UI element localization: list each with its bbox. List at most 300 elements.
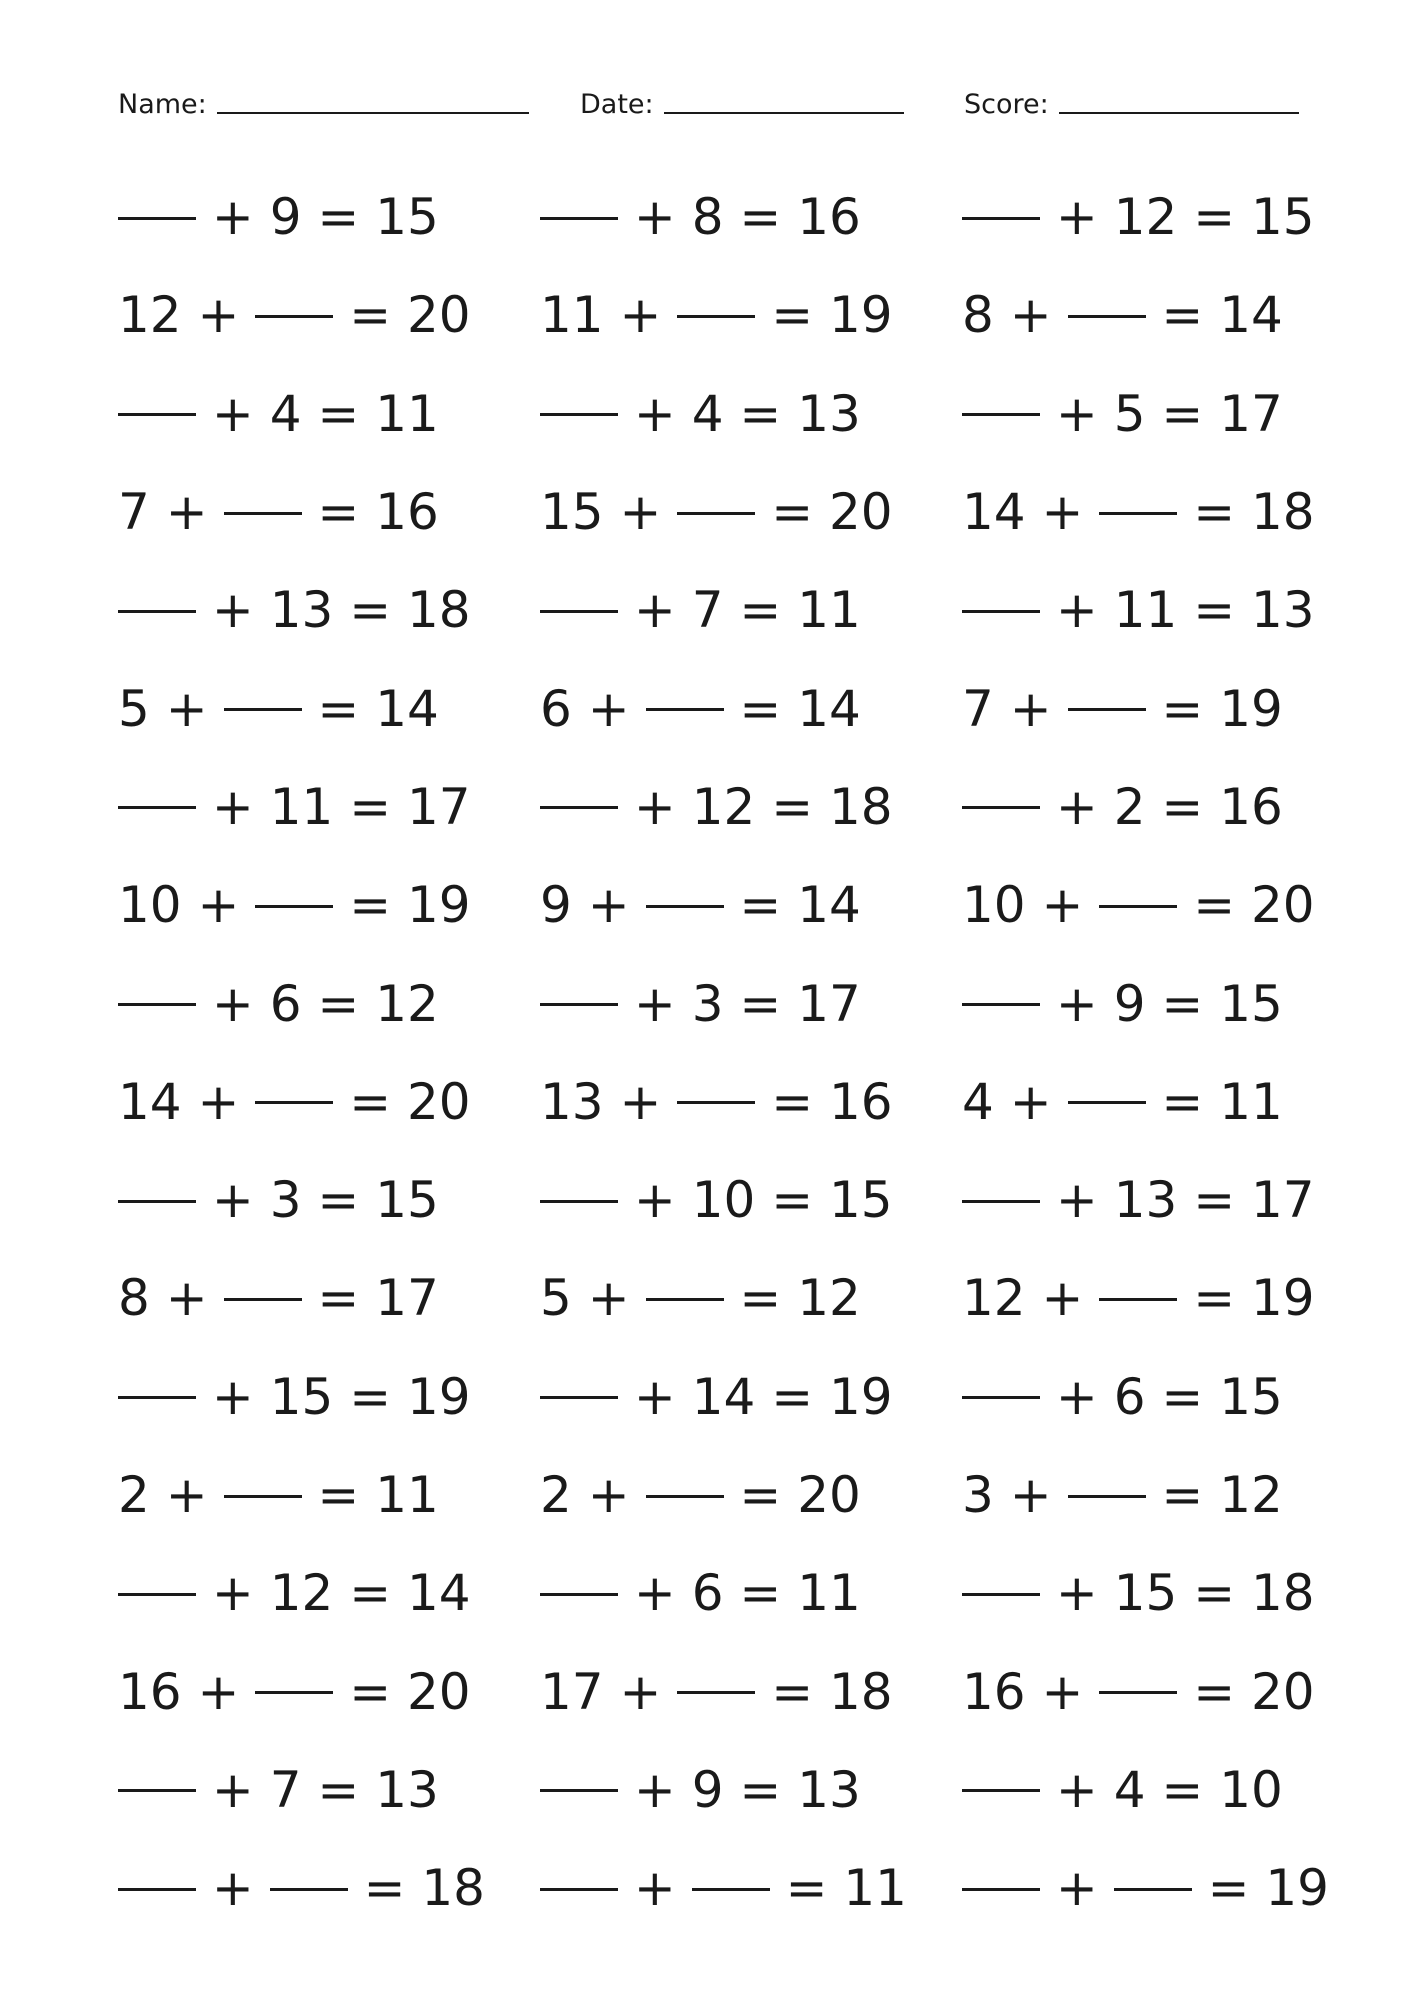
equals-sign: = [1145,1072,1220,1131]
answer-blank-right[interactable] [1068,315,1146,318]
plus-sign: + [603,483,678,542]
equals-sign: = [301,679,376,738]
plus-sign: + [149,1269,224,1328]
sum-value: 17 [1219,384,1283,443]
score-label: Score: [964,89,1049,120]
problem-column-3 [962,168,1382,1937]
plus-sign: + [1025,1662,1100,1721]
answer-blank-left[interactable] [118,806,196,809]
problem-row [540,463,960,561]
equals-sign: = [755,1072,829,1131]
answer-blank-left[interactable] [540,1888,618,1891]
answer-blank-right[interactable] [255,905,333,908]
sum-value: 11 [843,1859,907,1918]
equals-sign: = [1145,777,1220,836]
answer-blank-left[interactable] [118,217,196,220]
addend-left: 16 [962,1662,1026,1721]
name-line[interactable] [217,112,529,114]
equals-sign: = [723,1760,798,1819]
answer-blank-right[interactable] [255,1691,333,1694]
problem-row [540,954,960,1052]
equals-sign: = [1145,1367,1220,1426]
plus-sign: + [618,188,692,247]
answer-blank-right[interactable] [677,1101,755,1104]
date-label: Date: [580,89,654,120]
score-field[interactable] [964,80,1299,120]
answer-blank-right[interactable] [1068,708,1146,711]
equals-sign: = [723,1269,798,1328]
sum-value: 14 [797,679,861,738]
sum-value: 19 [829,286,893,345]
sum-value: 16 [375,483,439,542]
name-label: Name: [118,89,207,120]
equals-sign: = [1177,1662,1251,1721]
sum-value: 19 [1265,1859,1329,1918]
sum-value: 17 [1251,1171,1315,1230]
plus-sign: + [196,1171,270,1230]
addend-right: 6 [691,1564,724,1623]
addend-right: 12 [1113,188,1178,247]
sum-value: 15 [1219,1367,1283,1426]
answer-blank-right[interactable] [677,512,755,515]
addend-right: 9 [691,1760,724,1819]
plus-sign: + [993,1072,1068,1131]
addend-right: 7 [691,581,724,640]
plus-sign: + [1040,777,1114,836]
answer-blank-left[interactable] [962,1396,1040,1399]
plus-sign: + [618,1171,692,1230]
answer-blank-left[interactable] [962,217,1040,220]
equals-sign: = [723,876,798,935]
equals-sign: = [301,1171,376,1230]
sum-value: 11 [797,1564,861,1623]
sum-value: 20 [1251,1662,1315,1721]
equals-sign: = [723,1564,798,1623]
answer-blank-right[interactable] [255,1101,333,1104]
equals-sign: = [301,1760,376,1819]
equals-sign: = [755,1662,829,1721]
problem-row [962,1446,1382,1544]
plus-sign: + [603,1662,678,1721]
problem-row [962,365,1382,463]
name-field[interactable] [118,80,529,120]
equals-sign: = [301,188,376,247]
equals-sign: = [301,974,376,1033]
problem-row [540,561,960,659]
addend-left: 12 [118,286,182,345]
plus-sign: + [618,1367,692,1426]
plus-sign: + [181,1072,256,1131]
equals-sign: = [1177,1171,1251,1230]
sum-value: 15 [375,1171,439,1230]
sum-value: 12 [375,974,439,1033]
addend-left: 10 [962,876,1026,935]
equals-sign: = [1145,974,1220,1033]
answer-blank-left[interactable] [540,1396,618,1399]
answer-blank-left[interactable] [962,1200,1040,1203]
problem-row [540,168,960,266]
problem-row [962,1053,1382,1151]
answer-blank-right[interactable] [1099,905,1177,908]
addend-right: 12 [691,777,756,836]
problem-row [540,758,960,856]
problem-row [540,266,960,364]
sum-value: 15 [1251,188,1315,247]
equals-sign: = [301,384,376,443]
plus-sign: + [571,1466,646,1524]
plus-sign: + [1040,1859,1114,1918]
answer-blank-left[interactable] [962,1593,1040,1596]
addend-left: 4 [962,1072,994,1131]
problem-row [118,561,538,659]
problem-row [962,659,1382,757]
score-line[interactable] [1059,112,1299,114]
answer-blank-left[interactable] [118,610,196,613]
addend-right: 4 [1113,1760,1146,1819]
plus-sign: + [196,1859,270,1918]
sum-value: 18 [407,581,471,640]
plus-sign: + [181,1662,256,1721]
equals-sign: = [723,581,798,640]
plus-sign: + [1025,876,1100,935]
answer-blank-right[interactable] [646,708,724,711]
addend-right: 5 [1113,384,1146,443]
plus-sign: + [196,188,270,247]
equals-sign: = [1177,1269,1251,1328]
equals-sign: = [1145,1466,1220,1524]
equals-sign: = [755,286,829,345]
plus-sign: + [618,1859,692,1918]
addend-left: 2 [118,1466,150,1524]
equals-sign: = [723,974,798,1033]
sum-value: 17 [797,974,861,1033]
sum-value: 12 [1219,1466,1283,1524]
sum-value: 19 [407,1367,471,1426]
answer-blank-left[interactable] [118,413,196,416]
plus-sign: + [1040,1564,1114,1623]
answer-blank-right[interactable] [677,1691,755,1694]
answer-blank-left[interactable] [962,610,1040,613]
sum-value: 15 [829,1171,893,1230]
sum-value: 14 [797,876,861,935]
sum-value: 19 [829,1367,893,1426]
plus-sign: + [618,974,692,1033]
problem-column-1 [118,168,538,1937]
addend-left: 16 [118,1662,182,1721]
equals-sign: = [333,777,407,836]
sum-value: 20 [829,483,893,542]
addend-left: 6 [540,679,572,738]
addend-left: 7 [118,483,150,542]
addend-right: 10 [691,1171,756,1230]
addend-left: 12 [962,1269,1026,1328]
sum-value: 11 [1219,1072,1283,1131]
problem-row [962,1642,1382,1740]
equals-sign: = [1191,1859,1266,1918]
plus-sign: + [618,384,692,443]
plus-sign: + [618,777,692,836]
problem-row [118,1642,538,1740]
date-line[interactable] [664,112,904,114]
problem-row [540,1741,960,1839]
sum-value: 13 [797,384,861,443]
answer-blank-left[interactable] [118,1593,196,1596]
plus-sign: + [618,1564,692,1623]
answer-blank-left[interactable] [118,1200,196,1203]
problem-row [962,856,1382,954]
addend-left: 11 [540,286,604,345]
answer-blank-right[interactable] [224,708,302,711]
equals-sign: = [333,1072,407,1131]
addend-left: 17 [540,1662,604,1721]
sum-value: 20 [1251,876,1315,935]
sum-value: 13 [797,1760,861,1819]
problem-row [540,1348,960,1446]
equals-sign: = [1177,1564,1251,1623]
sum-value: 13 [1251,581,1315,640]
problem-row [540,1446,960,1544]
problem-row [962,168,1382,266]
answer-blank-left[interactable] [962,1003,1040,1006]
problem-row [540,365,960,463]
plus-sign: + [571,1269,646,1328]
addend-left: 7 [962,679,994,738]
equals-sign: = [1145,679,1220,738]
addend-right: 2 [1113,777,1146,836]
addend-right: 15 [1113,1564,1178,1623]
equals-sign: = [301,483,376,542]
answer-blank-left[interactable] [540,1789,618,1792]
answer-blank-left[interactable] [118,1003,196,1006]
problem-row [118,1249,538,1347]
plus-sign: + [196,1367,270,1426]
plus-sign: + [196,1564,270,1623]
answer-blank-left[interactable] [540,1200,618,1203]
problem-row [118,1053,538,1151]
problem-row [118,856,538,954]
problem-row [962,1348,1382,1446]
problem-column-2 [540,168,960,1937]
problem-row [118,1446,538,1544]
problem-row [962,1839,1382,1937]
addend-left: 13 [540,1072,604,1131]
answer-blank-right[interactable] [646,1495,724,1498]
answer-blank-right[interactable] [255,315,333,318]
problem-row [118,365,538,463]
answer-blank-left[interactable] [540,806,618,809]
plus-sign: + [1040,974,1114,1033]
addend-right: 4 [269,384,302,443]
answer-blank-left[interactable] [540,1003,618,1006]
sum-value: 18 [829,1662,893,1721]
addend-right: 11 [1113,581,1178,640]
plus-sign: + [1025,483,1100,542]
sum-value: 16 [1219,777,1283,836]
answer-blank-right[interactable] [1114,1888,1192,1891]
plus-sign: + [196,581,270,640]
answer-blank-left[interactable] [118,1888,196,1891]
equals-sign: = [1145,1760,1220,1819]
plus-sign: + [1040,1171,1114,1230]
sum-value: 17 [407,777,471,836]
equals-sign: = [1177,876,1251,935]
sum-value: 16 [829,1072,893,1131]
worksheet-header [118,80,1318,120]
sum-value: 18 [421,1859,485,1918]
answer-blank-right[interactable] [270,1888,348,1891]
plus-sign: + [618,581,692,640]
answer-blank-right[interactable] [1099,512,1177,515]
equals-sign: = [333,876,407,935]
plus-sign: + [149,483,224,542]
equals-sign: = [1177,483,1251,542]
answer-blank-left[interactable] [540,610,618,613]
problem-row [118,1348,538,1446]
equals-sign: = [301,1269,376,1328]
problem-row [118,266,538,364]
sum-value: 20 [797,1466,861,1524]
addend-left: 10 [118,876,182,935]
problem-row [118,168,538,266]
sum-value: 15 [1219,974,1283,1033]
sum-value: 18 [829,777,893,836]
answer-blank-right[interactable] [224,1298,302,1301]
equals-sign: = [755,483,829,542]
answer-blank-right[interactable] [1068,1101,1146,1104]
sum-value: 19 [1251,1269,1315,1328]
plus-sign: + [149,679,224,738]
sum-value: 14 [407,1564,471,1623]
addend-right: 9 [1113,974,1146,1033]
addend-right: 11 [269,777,334,836]
plus-sign: + [1040,188,1114,247]
sum-value: 10 [1219,1760,1283,1819]
equals-sign: = [1177,188,1251,247]
plus-sign: + [993,286,1068,345]
equals-sign: = [723,679,798,738]
sum-value: 20 [407,286,471,345]
plus-sign: + [603,286,678,345]
plus-sign: + [196,1760,270,1819]
date-field[interactable] [580,80,904,120]
addend-right: 6 [1113,1367,1146,1426]
plus-sign: + [149,1466,224,1524]
problem-row [962,954,1382,1052]
addend-left: 8 [118,1269,150,1328]
problem-row [118,954,538,1052]
addend-left: 9 [540,876,572,935]
answer-blank-right[interactable] [646,905,724,908]
answer-blank-left[interactable] [118,1396,196,1399]
addend-right: 12 [269,1564,334,1623]
sum-value: 11 [375,384,439,443]
addend-left: 3 [962,1466,994,1524]
addend-left: 14 [962,483,1026,542]
addend-right: 9 [269,188,302,247]
addend-left: 5 [540,1269,572,1328]
problem-row [540,1544,960,1642]
plus-sign: + [196,777,270,836]
sum-value: 18 [1251,483,1315,542]
problem-row [962,1741,1382,1839]
problem-row [118,1839,538,1937]
equals-sign: = [333,1662,407,1721]
answer-blank-left[interactable] [962,1789,1040,1792]
equals-sign: = [1145,286,1220,345]
answer-blank-right[interactable] [224,512,302,515]
plus-sign: + [1025,1269,1100,1328]
addend-right: 3 [269,1171,302,1230]
answer-blank-right[interactable] [646,1298,724,1301]
answer-blank-right[interactable] [224,1495,302,1498]
equals-sign: = [333,286,407,345]
equals-sign: = [755,777,829,836]
sum-value: 20 [407,1662,471,1721]
plus-sign: + [1040,581,1114,640]
equals-sign: = [333,581,407,640]
problem-row [540,1642,960,1740]
plus-sign: + [993,679,1068,738]
plus-sign: + [618,1760,692,1819]
answer-blank-right[interactable] [677,315,755,318]
answer-blank-right[interactable] [1099,1298,1177,1301]
problem-row [962,561,1382,659]
answer-blank-right[interactable] [692,1888,770,1891]
problem-row [118,1741,538,1839]
problem-row [962,758,1382,856]
answer-blank-right[interactable] [1099,1691,1177,1694]
answer-blank-left[interactable] [118,1789,196,1792]
problem-row [118,463,538,561]
plus-sign: + [603,1072,678,1131]
equals-sign: = [347,1859,422,1918]
problem-row [962,463,1382,561]
sum-value: 14 [375,679,439,738]
sum-value: 20 [407,1072,471,1131]
addend-left: 8 [962,286,994,345]
problem-row [540,659,960,757]
problem-row [962,1151,1382,1249]
equals-sign: = [769,1859,844,1918]
addend-left: 2 [540,1466,572,1524]
plus-sign: + [181,876,256,935]
sum-value: 13 [375,1760,439,1819]
addend-right: 4 [691,384,724,443]
answer-blank-left[interactable] [540,413,618,416]
answer-blank-left[interactable] [962,1888,1040,1891]
answer-blank-right[interactable] [1068,1495,1146,1498]
equals-sign: = [333,1564,407,1623]
answer-blank-left[interactable] [962,806,1040,809]
equals-sign: = [723,188,798,247]
addend-right: 14 [691,1367,756,1426]
problem-row [540,1839,960,1937]
plus-sign: + [1040,1367,1114,1426]
addend-right: 8 [691,188,724,247]
sum-value: 16 [797,188,861,247]
problem-row [118,758,538,856]
problem-grid [118,168,1358,1948]
addend-right: 7 [269,1760,302,1819]
problem-row [118,1544,538,1642]
answer-blank-left[interactable] [962,413,1040,416]
problem-row [540,856,960,954]
answer-blank-left[interactable] [540,217,618,220]
answer-blank-left[interactable] [540,1593,618,1596]
problem-row [962,1544,1382,1642]
addend-left: 15 [540,483,604,542]
sum-value: 11 [375,1466,439,1524]
